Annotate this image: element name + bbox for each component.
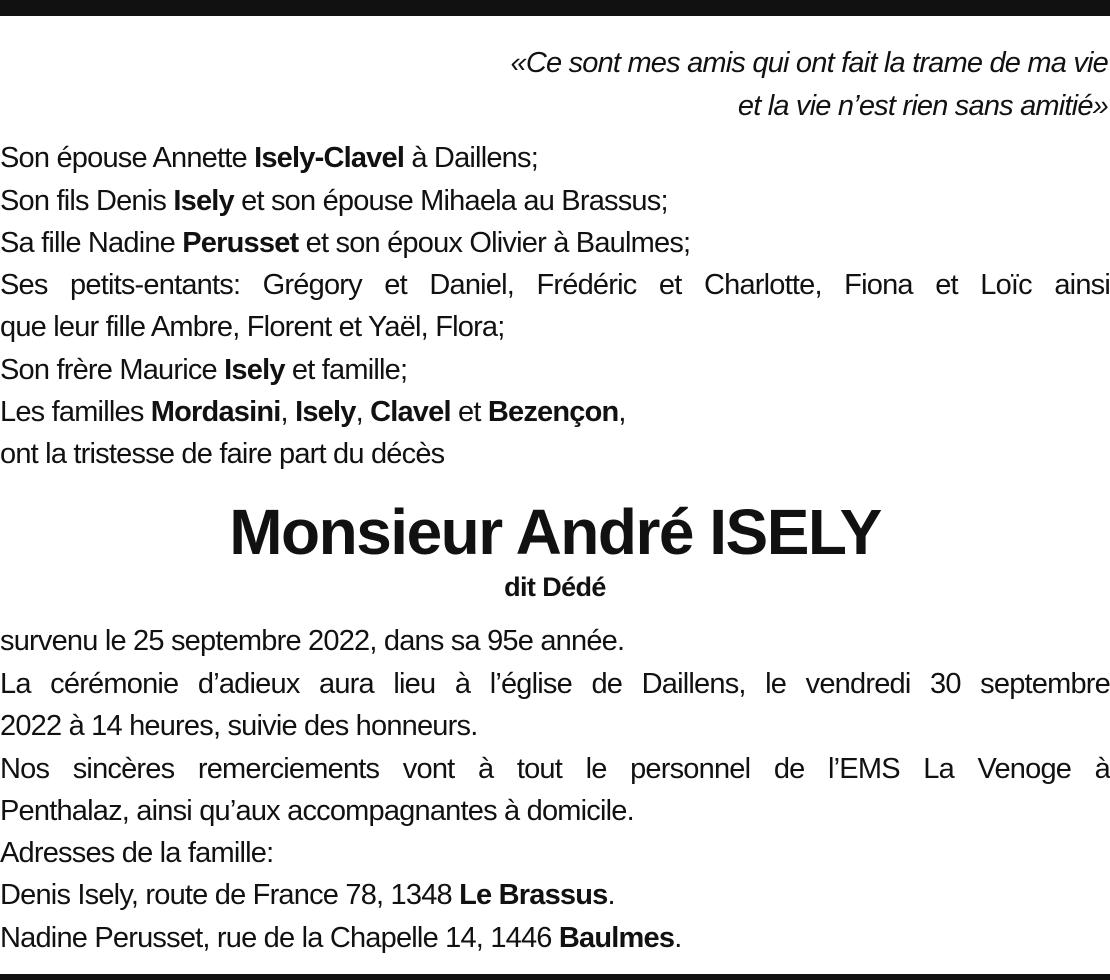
families-separator: ,: [355, 396, 371, 428]
deceased-name: Monsieur André ISELY: [229, 496, 881, 568]
address-locality: Baulmes: [558, 922, 675, 954]
address-text: Denis Isely, route de France 78, 1348: [0, 879, 460, 911]
family-line: [0, 137, 538, 180]
family-text: et son épouse Mihaela au Brassus;: [233, 185, 668, 217]
announcement-line: ont la tristesse de faire part du décès: [0, 438, 445, 470]
detail-line: Nos sincères remerciements vont à tout le personnel de l’EMS La Venoge à: [0, 753, 1110, 785]
family-line: [0, 349, 407, 392]
families-separator: ,: [618, 396, 626, 428]
family-text: Son frère Maurice: [0, 354, 225, 386]
address-line: [0, 917, 681, 960]
address-text: .: [674, 922, 682, 954]
top-border-rule: [0, 0, 1110, 16]
quote-line-2: et la vie n’est rien sans amitié»: [737, 90, 1108, 122]
family-line: [0, 180, 668, 223]
deceased-nickname: dit Dédé: [504, 572, 606, 602]
address-locality: Le Brassus: [459, 879, 608, 911]
family-surname: Isely-Clavel: [254, 142, 405, 174]
family-line: [0, 222, 690, 265]
families-separator: ,: [280, 396, 296, 428]
family-text: Son épouse Annette: [0, 142, 255, 174]
family-surname: Mordasini: [150, 396, 281, 428]
address-text: Nadine Perusset, rue de la Chapelle 14, 1446: [0, 922, 559, 954]
address-line: [0, 874, 615, 917]
family-text: et famille;: [284, 354, 408, 386]
detail-line: survenu le 25 septembre 2022, dans sa 95e année.: [0, 625, 625, 657]
detail-line: Penthalaz, ainsi qu’aux accompagnantes à domicile.: [0, 795, 634, 827]
family-surname: Isely: [173, 185, 234, 217]
family-line: que leur fille Ambre, Florent et Yaël, Flora;: [0, 311, 505, 343]
family-text: à Daillens;: [404, 142, 538, 174]
family-line: Ses petits-entants: Grégory et Daniel, Frédéric et Charlotte, Fiona et Loïc ainsi: [0, 269, 1110, 301]
address-text: .: [607, 879, 615, 911]
family-surname: Isely: [295, 396, 356, 428]
epigraph-quote: [108, 42, 1108, 128]
families-prefix: Les familles: [0, 396, 151, 428]
families-separator: et: [450, 396, 488, 428]
family-surname: Isely: [224, 354, 285, 386]
family-text: et son époux Olivier à Baulmes;: [298, 227, 691, 259]
family-text: Sa fille Nadine: [0, 227, 183, 259]
quote-line-1: «Ce sont mes amis qui ont fait la trame de ma vie: [510, 47, 1108, 79]
bottom-border-rule: [0, 974, 1110, 980]
family-surname: Bezençon: [487, 396, 619, 428]
detail-line: La cérémonie d’adieux aura lieu à l’église de Daillens, le vendredi 30 septembre: [0, 668, 1110, 700]
family-text: Son fils Denis: [0, 185, 174, 217]
family-surname: Perusset: [182, 227, 299, 259]
family-surname: Clavel: [370, 396, 451, 428]
detail-line: Adresses de la famille:: [0, 837, 274, 869]
families-line: [0, 391, 626, 434]
detail-line: 2022 à 14 heures, suivie des honneurs.: [0, 710, 478, 742]
